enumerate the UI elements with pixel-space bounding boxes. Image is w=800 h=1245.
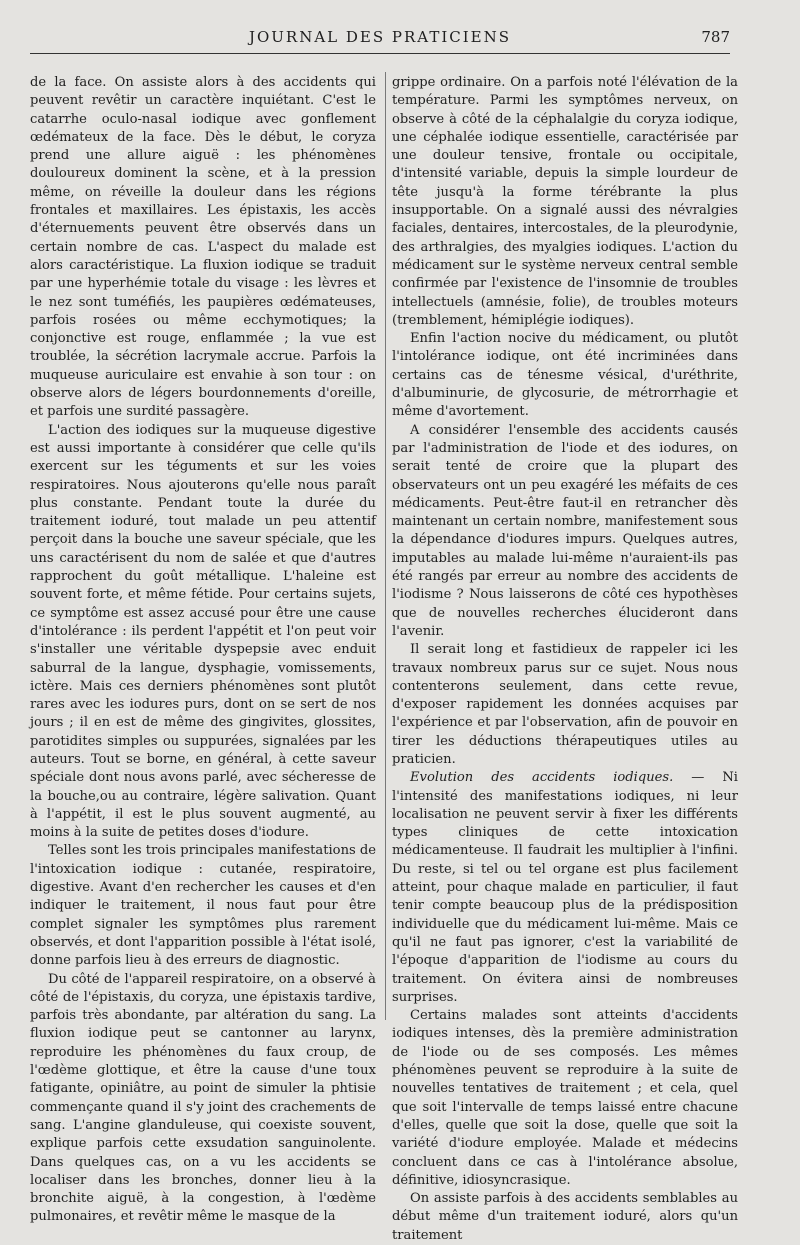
paragraph: On assiste parfois à des accidents semblables au début même d'un traitement ioduré, alors qu'un traitement [392, 1191, 738, 1243]
paragraph: Du côté de l'appareil respiratoire, on a observé à côté de l'épistaxis, du coryza, une épistaxis tardive, parfois très abondante, par altération du sang. La fluxion iodique peut se cantonner au larynx, reproduire les phénomènes du faux croup, de l'œdème glottique, et être la cause d'une toux fatigante, opiniâtre, au point de simuler la phtisie commençante quand il s'y joint des crachements de sang. L'angine glanduleuse, qui coexiste souvent, explique parfois cette exsudation sanguinolente. Dans quelques cas, on a vu les accidents se localiser dans les bronches, donner lieu à la bronchite aiguë, à la congestion, à l'œdème pulmonaires, et revêtir même le masque de la [30, 971, 376, 1225]
paragraph: de la face. On assiste alors à des accidents qui peuvent revêtir un caractère inquiétant. C'est le catarrhe oculo-nasal iodique avec gonflement œdémateux de la face. Dès le début, le coryza prend une allure aiguë : les phénomènes douloureux dominent la scène, et à la pression même, on réveille la douleur dans les régions frontales et maxillaires. Les épistaxis, les accès d'éternuements peuvent être observés dans un certain nombre de cas. L'aspect du malade est alors caractéristique. La fluxion iodique se traduit par une hyperhémie totale du visage : les lèvres et le nez sont tuméfiés, les paupières œdémateuses, parfois rosées ou même ecchymotiques; la conjonctive est rouge, enflammée ; la vue est troublée, la sécrétion lacrymale accrue. Parfois la muqueuse auriculaire est envahie à son tour : on observe alors de légers bourdonnements d'oreille, et parfois une surdité passagère. [30, 75, 376, 420]
paragraph: grippe ordinaire. On a parfois noté l'élévation de la température. Parmi les symptômes nerveux, on observe à côté de la céphalalgie du coryza iodique, une céphalée iodique essentielle, caractérisée par une douleur tensive, frontale ou occipitale, d'intensité variable, depuis la simple lourdeur de tête jusqu'à la forme térébrante la plus insupportable. On a signalé aussi des névralgies faciales, dentaires, intercostales, de la pleurodynie, des arthralgies, des myalgies iodiques. L'action du médicament sur le système nerveux central semble confirmée par l'existence de l'insomnie de troubles intellectuels (amnésie, folie), de troubles moteurs (tremblement, hémiplégie iodiques). [392, 75, 738, 328]
header-rule [30, 53, 730, 54]
section-paragraph [392, 769, 738, 1007]
paragraph: A considérer l'ensemble des accidents causés par l'administration de l'iode et des iodures, on serait tenté de croire que la plupart des observateurs ont un peu exagéré les méfaits de ces médicaments. Peut-être faut-il en retrancher dès maintenant un certain nombre, manifestement sous la dépendance d'iodures impurs. Quelques autres, imputables au malade lui-même n'auraient-ils pas été rangés par erreur au nombre des accidents de l'iodisme ? Nous laisserons de côté ces hypothèses que de nouvelles recherches élucideront dans l'avenir. [392, 422, 738, 639]
column-divider [385, 72, 386, 1020]
paragraph: Enfin l'action nocive du médicament, ou plutôt l'intolérance iodique, ont été incriminées dans certains cas de ténesme vésical, d'uréthrite, d'albuminurie, de glycosurie, de métrorrhagie et même d'avortement. [392, 331, 738, 420]
page-number: 787 [701, 28, 730, 46]
paragraph: Il serait long et fastidieux de rappeler ici les travaux nombreux parus sur ce sujet. Nous nous contenterons seulement, dans cette revue, d'exposer rapidement les données acquises par l'expérience et par l'observation, afin de pouvoir en tirer les déductions thérapeutiques utiles au praticien. [392, 642, 738, 767]
paragraph: Certains malades sont atteints d'accidents iodiques intenses, dès la première administration de l'iode ou de ses composés. Les mêmes phénomènes peuvent se reproduire à la suite de nouvelles tentatives de traitement ; et cela, quel que soit l'intervalle de temps laissé entre chacune d'elles, quelle que soit la dose, quelle que soit la variété d'iodure employée. Malade et médecins concluent dans ce cas à l'intolérance absolue, définitive, idiosyncrasique. [392, 1008, 738, 1188]
section-title: Evolution des accidents iodiques. [410, 770, 674, 786]
page-header [30, 28, 730, 50]
left-column [30, 74, 376, 1227]
running-title: JOURNAL DES PRATICIENS [248, 28, 512, 46]
right-column [392, 74, 738, 1245]
paragraph: Telles sont les trois principales manifestations de l'intoxication iodique : cutanée, respiratoire, digestive. Avant d'en rechercher les causes et d'en indiquer le traitement, il nous faut pour être complet signaler les symptômes plus rarement observés, et dont l'apparition possible à l'état isolé, donne parfois lieu à des erreurs de diagnostic. [30, 843, 377, 969]
section-text: — Ni l'intensité des manifestations iodiques, ni leur localisation ne peuvent servir à fixer les différents types cliniques de cette intoxication médicamenteuse. Il faudrait les multiplier à l'infini. Du reste, si tel ou tel organe est plus facilement atteint, pour chaque malade en particulier, il faut tenir compte beaucoup plus de la prédisposition individuelle que du médicament lui-même. Mais ce qu'il ne faut pas ignorer, c'est la variabilité de l'époque d'apparition de l'iodisme au cours du traitement. On évitera ainsi de nombreuses surprises. [392, 770, 738, 1005]
paragraph: L'action des iodiques sur la muqueuse digestive est aussi importante à considérer que celle qu'ils exercent sur les téguments et sur les voies respiratoires. Nous ajouterons qu'elle nous paraît plus constante. Pendant toute la durée du traitement ioduré, tout malade un peu attentif perçoit dans la bouche une saveur spéciale, que les uns caractérisent du nom de salée et que d'autres rapprochent du goût métallique. L'haleine est souvent forte, et même fétide. Pour certains sujets, ce symptôme est assez accusé pour être une cause d'intolérance : ils perdent l'appétit et l'on peut voir s'installer une véritable dyspepsie avec enduit saburral de la langue, dysphagie, vomissements, ictère. Mais ces derniers phénomènes sont plutôt rares avec les iodures purs, dont on se sert de nos jours ; il en est de même des gingivites, glossites, parotidites simples ou suppurées, signalées par les auteurs. Tout se borne, en général, à cette saveur spéciale dont nous avons parlé, avec sécheresse de la bouche,ou au contraire, légère salivation. Quant à l'appétit, il est le plus souvent augmenté, au moins à la suite de petites doses d'iodure. [30, 422, 376, 841]
